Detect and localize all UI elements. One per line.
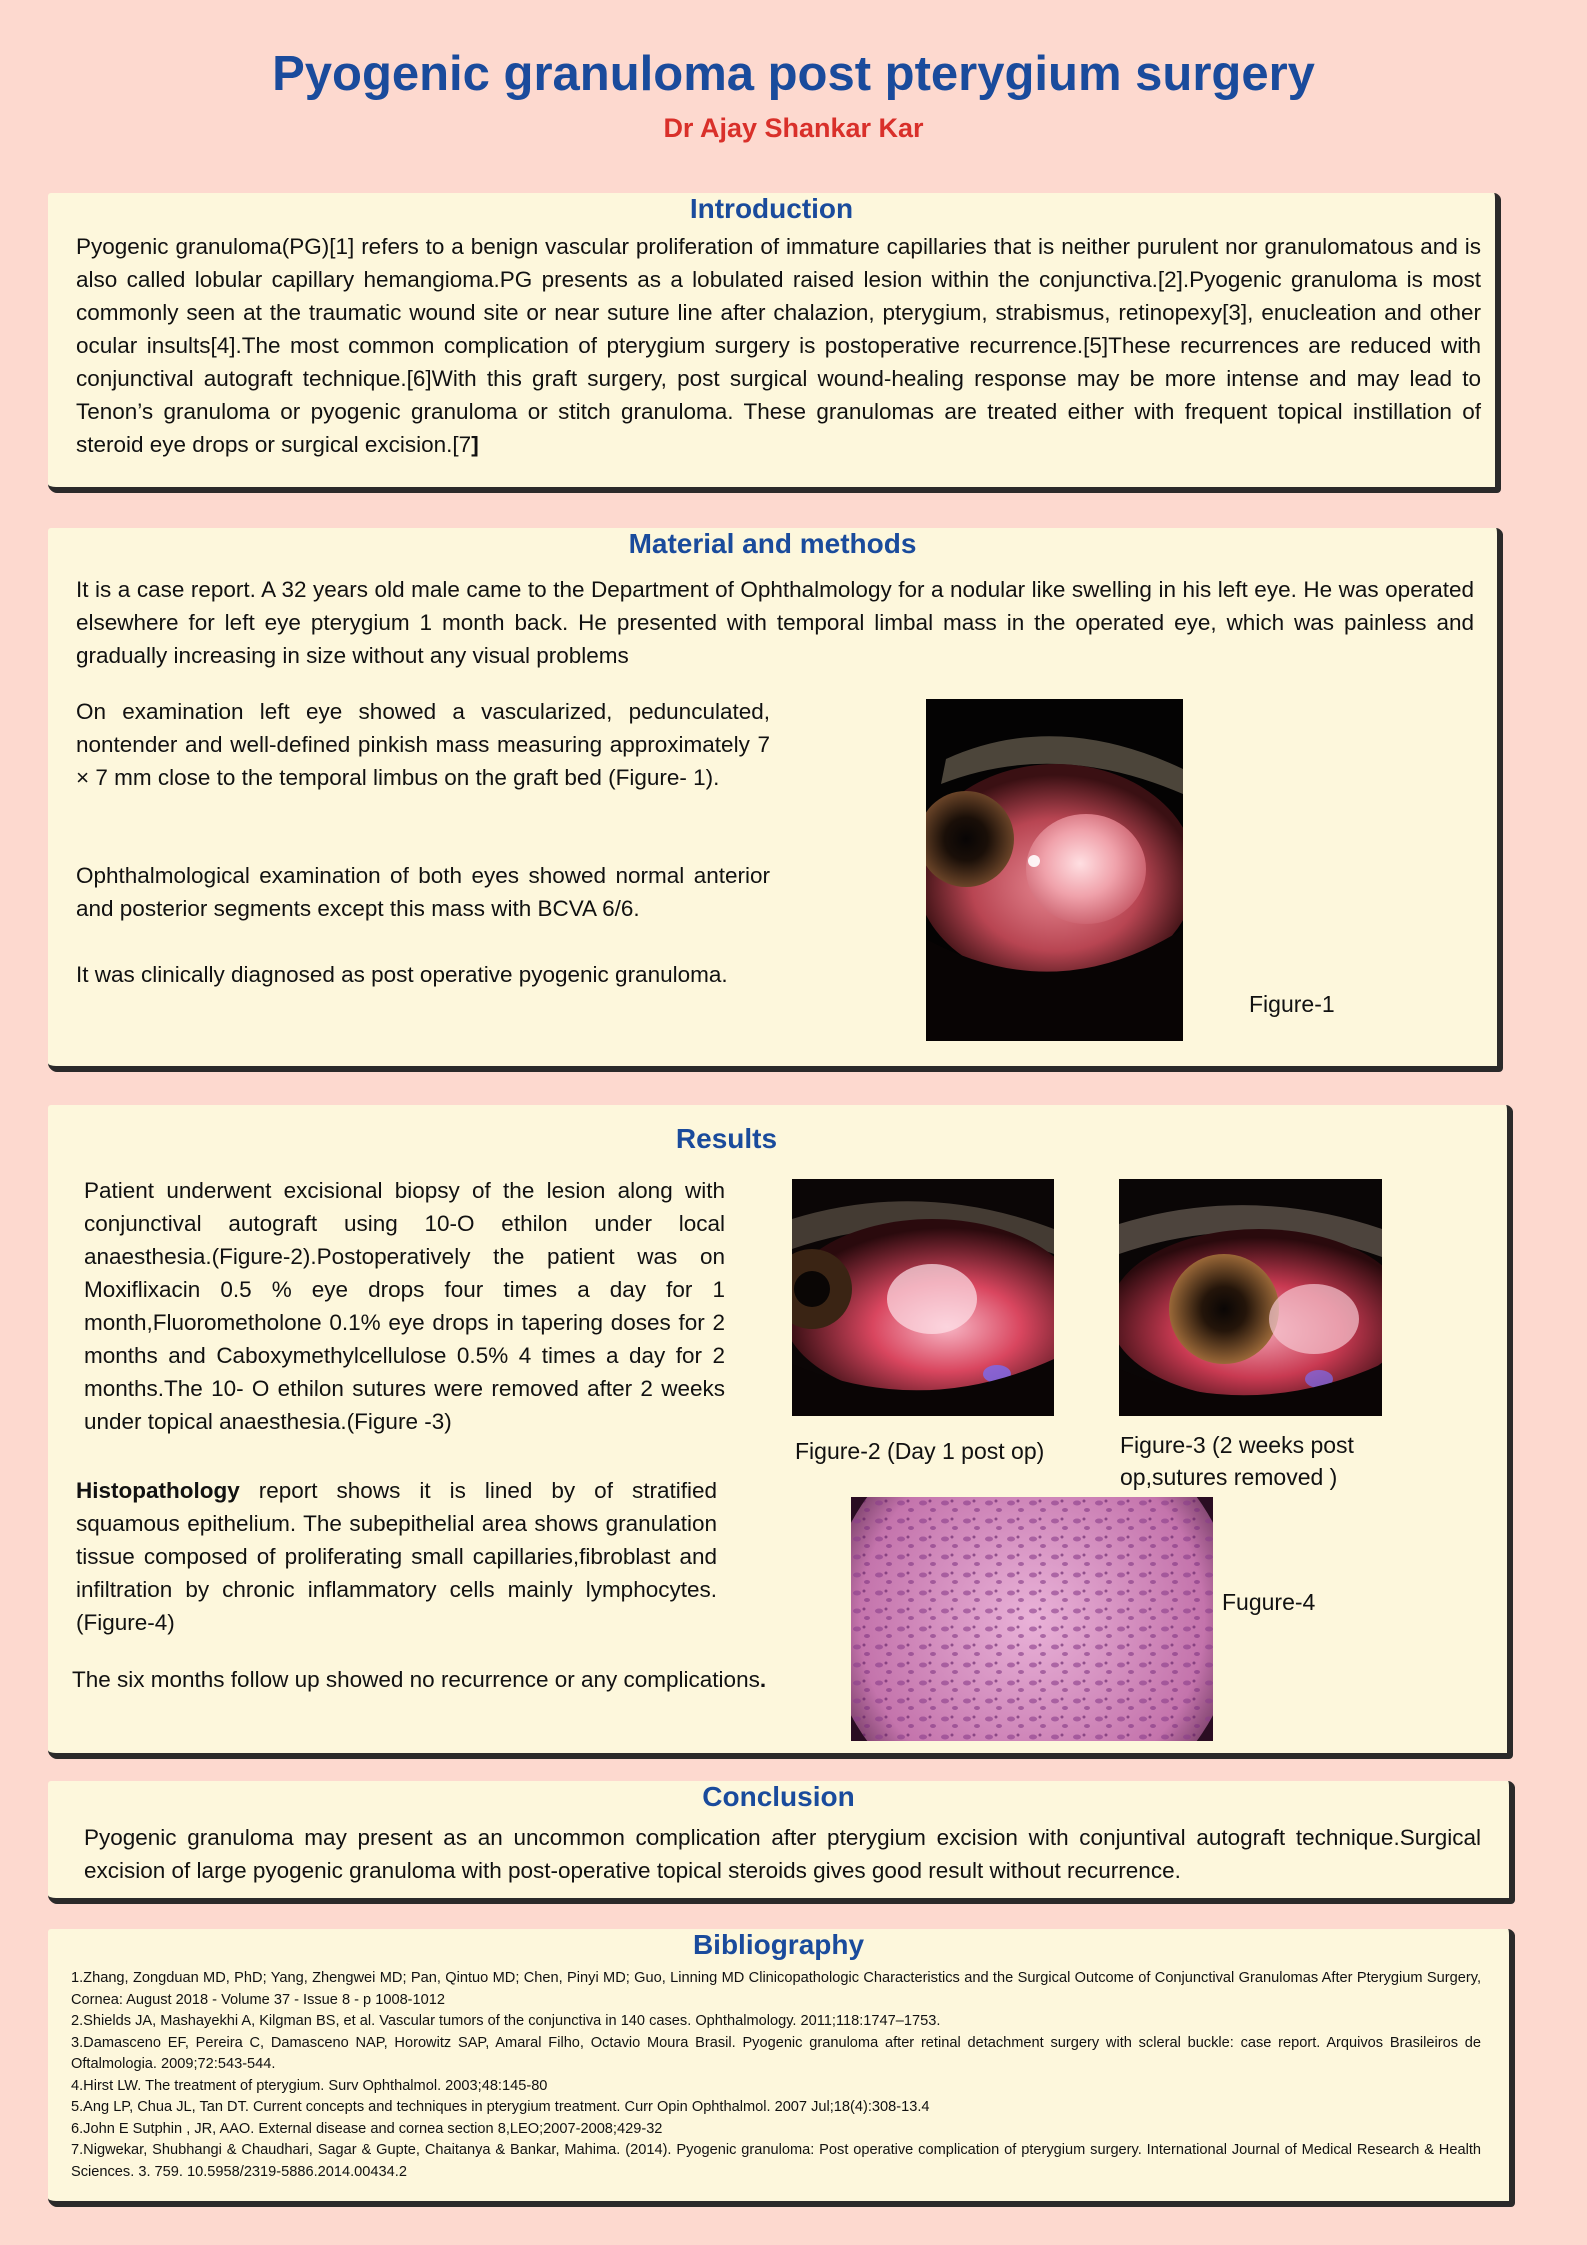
conclusion-text: Pyogenic granuloma may present as an uncommon complication after pterygium excision with conjuntival autograft technique.Surgical excision of large pyogenic granuloma with post-operative topical steroids gives good result without recurrence. — [84, 1825, 1481, 1883]
conclusion-heading: Conclusion — [702, 1781, 855, 1812]
reference-item: 6.John E Sutphin , JR, AAO. External disease and cornea section 8,LEO;2007-2008;429-32 — [71, 2120, 663, 2137]
diagnosis-text: It was clinically diagnosed as post operative pyogenic granuloma. — [76, 962, 728, 987]
reference-item: 3.Damasceno EF, Pereira C, Damasceno NAP, Horowitz SAP, Amaral Filho, Octavio Moura Brasil. Pyogenic granuloma after retinal detachment surgery with scleral buckle: case report. Arquivos Brasileiros de Oftalmologia. 2009;72:543-544. — [71, 2034, 1481, 2072]
reference-item: 4.Hirst LW. The treatment of pterygium. Surv Ophthalmol. 2003;48:145-80 — [71, 2077, 548, 2094]
examination-text: On examination left eye showed a vascularized, pedunculated, nontender and well-defined pinkish mass measuring approximately 7 × 7 mm close to the temporal limbus on the graft bed (Figure- 1). — [76, 699, 770, 790]
introduction-panel — [48, 193, 1500, 492]
author-name: Dr Ajay Shankar Kar — [663, 113, 924, 143]
histopathology-label: Histopathology — [76, 1478, 240, 1503]
methods-heading: Material and methods — [628, 528, 917, 559]
methods-panel — [48, 528, 1502, 1071]
figure-2-eye-photo — [792, 1179, 1054, 1416]
reference-item: 1.Zhang, Zongduan MD, PhD; Yang, Zhengwei MD; Pan, Qintuo MD; Chen, Pinyi MD; Guo, Linning MD Clinicopathologic Characteristics and the Surgical Outcome of Conjunctival Granulomas After Pterygium Surgery, Cornea: August 2018 - Volume 37 - Issue 8 - p 1008-1012 — [71, 1970, 1481, 2008]
introduction-text: Pyogenic granuloma(PG)[1] refers to a benign vascular proliferation of immature capillaries that is neither purulent nor granulomatous and is also called lobular capillary hemangioma.PG presents as a lobulated raised lesion within the conjunctiva.[2].Pyogenic granuloma is most commonly seen at the traumatic wound site or near suture line after chalazion, pterygium, strabismus, retinopexy[3], enucleation and other ocular insults[4].The most common complication of pterygium surgery is postoperative recurrence.[5]These recurrences are reduced with conjunctival autograft technique.[6]With this graft surgery, post surgical wound-healing response may be more intense and may lead to Tenon’s granuloma or pyogenic granuloma or stitch granuloma. These granulomas are treated either with frequent topical instillation of steroid eye drops or surgical excision.[7] — [76, 234, 1481, 457]
figure-4-histology-photo — [851, 1497, 1213, 1741]
histopathology-text: Histopathology report shows it is lined by of stratified squamous epithelium. The subepithelial area shows granulation tissue composed of proliferating small capillaries,fibroblast and infiltration by chronic inflammatory cells mainly lymphocytes.(Figure-4) — [76, 1478, 717, 1635]
figure-1-caption: Figure-1 — [1249, 991, 1335, 1017]
methods-intro-text: It is a case report. A 32 years old male came to the Department of Ophthalmology for a nodular like swelling in his left eye. He was operated elsewhere for left eye pterygium 1 month back. He presented with temporal limbal mass in the operated eye, which was painless and gradually increasing in size without any visual problems — [76, 577, 1474, 668]
poster-title: Pyogenic granuloma post pterygium surgery — [272, 47, 1315, 101]
reference-item: 7.Nigwekar, Shubhangi & Chaudhari, Sagar & Gupte, Chaitanya & Bankar, Mahima. (2014). Pyogenic granuloma: Post operative complication of pterygium surgery. International Journal of Medical Research & Health Sciences. 3. 759. 10.5958/2319-5886.2014.00434.2 — [71, 2142, 1481, 2180]
reference-list — [71, 1968, 1481, 2183]
bibliography-heading: Bibliography — [692, 1929, 865, 1960]
results-heading: Results — [675, 1123, 778, 1154]
procedure-text: Patient underwent excisional biopsy of the lesion along with conjunctival autograft using 10-O ethilon under local anaesthesia.(Figure-2).Postoperatively the patient was on Moxiflixacin 0.5 % eye drops four times a day for 1 month,Fluorometholone 0.1% eye drops in tapering doses for 2 months and Caboxymethylcellulose 0.5% 4 times a day for 2 months.The 10- O ethilon sutures were removed after 2 weeks under topical anaesthesia.(Figure -3) — [84, 1178, 725, 1434]
bibliography-panel — [48, 1929, 1514, 2206]
introduction-heading: Introduction — [689, 193, 854, 224]
conclusion-panel — [48, 1781, 1514, 1903]
figure-4-caption: Fugure-4 — [1222, 1589, 1316, 1615]
reference-item: 2.Shields JA, Mashayekhi A, Kilgman BS, et al. Vascular tumors of the conjunctiva in 140 cases. Ophthalmology. 2011;118:1747–1753. — [71, 2013, 941, 2029]
ophthalmology-exam-text: Ophthalmological examination of both eyes showed normal anterior and posterior segments except this mass with BCVA 6/6. — [76, 863, 770, 921]
reference-item: 5.Ang LP, Chua JL, Tan DT. Current concepts and techniques in pterygium treatment. Curr Opin Ophthalmol. 2007 Jul;18(4):308-13.4 — [71, 2099, 930, 2115]
follow-up-text: The six months follow up showed no recurrence or any complications. — [72, 1667, 767, 1692]
figure-3-eye-photo — [1119, 1179, 1382, 1416]
results-panel — [48, 1105, 1512, 1758]
figure-2-caption: Figure-2 (Day 1 post op) — [795, 1438, 1045, 1464]
figure-3-caption: Figure-3 (2 weeks post op,sutures removed ) — [1120, 1432, 1354, 1490]
figure-1-eye-photo — [926, 699, 1183, 1041]
